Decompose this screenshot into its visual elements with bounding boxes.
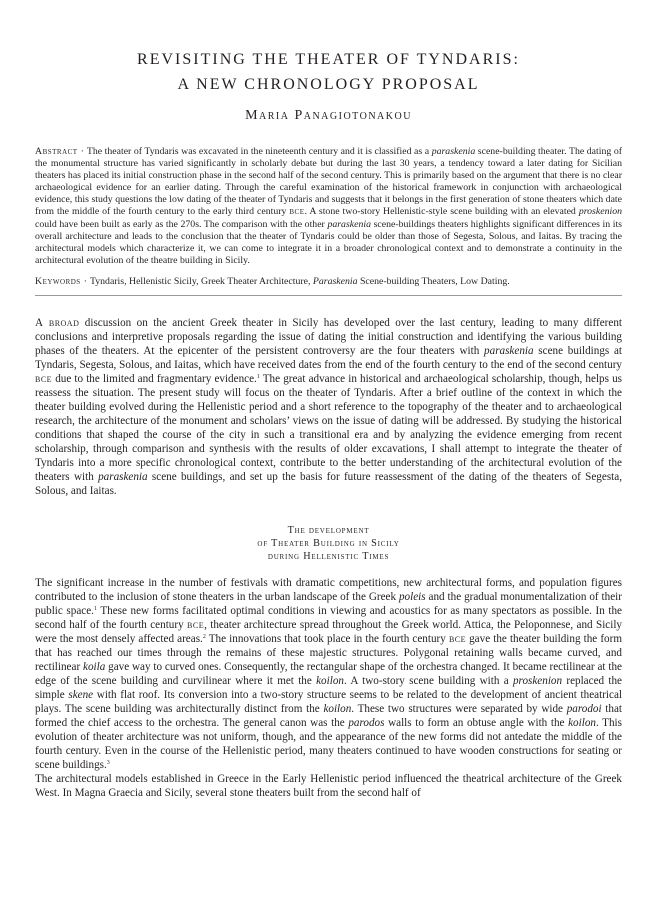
body-term: koilon (316, 674, 344, 687)
body-term: koila (83, 660, 106, 673)
abstract-text: scene-buildings theaters highlights significant differences in its overall architecture and leads to the conclusion that the theater of Tyndaris could be older than those of Segesta, Solous, and Iaitas. By tracing the architectural models which characterize it, we can come to integrate it in a broader chronological context and to demonstrate a continuity in the architectural evolution of the theatre building in Sicily. (35, 218, 623, 266)
body-text: . This evolution of theater architecture was not uniform, though, and the appearance of the new forms did not antedate the middle of the fourth century. Even in the course of the Hellenistic period, many theaters continued to have wooden constructions for seating or scene buildings. (35, 716, 622, 771)
body-term: paraskenia (98, 471, 148, 484)
body-text: replaced the simple (35, 674, 622, 701)
body-term: skene (68, 688, 94, 701)
body-text: gave way to curved ones. Consequently, the rectangular shape of the orchestra changed. It became rectilinear at the edge of the scene building and curvilinear where it met the (35, 660, 622, 687)
body-text: The significant increase in the number of festivals with dramatic competitions, new architectural forms, and population figures contributed to the inclusion of stone theaters in the urban landscape of the Greek (35, 576, 622, 603)
section-heading-line-1: The development (287, 525, 370, 537)
section-heading-line-2: of Theater Building in Sicily (257, 537, 400, 549)
footnote-marker[interactable]: 3 (106, 759, 110, 766)
section-paragraph-1 (35, 576, 622, 772)
keywords-term: Paraskenia (312, 275, 358, 287)
keywords-label: Keywords (35, 275, 81, 287)
keywords (35, 276, 622, 288)
abstract-text: . A stone two-story Hellenistic-style scene building with an elevated (304, 206, 579, 218)
body-text: that formed the chief access to the orchestra. The general canon was the (35, 702, 622, 729)
abstract-text: The theater of Tyndaris was excavated in the nineteenth century and it is classified as a (86, 146, 432, 157)
abstract (35, 146, 622, 267)
body-text: . A two-story scene building with a (343, 674, 513, 687)
body-term: proskenion (512, 674, 563, 687)
divider-rule (35, 295, 622, 296)
intro-paragraph (35, 316, 622, 498)
footnote-marker[interactable]: 1 (256, 374, 260, 381)
body-text: scene buildings, and set up the basis for future reassessment of the dating of the theaters of Segesta, Solous, and Iaitas. (35, 471, 622, 498)
abstract-label: Abstract (35, 146, 78, 157)
body-term: koilon (323, 702, 352, 715)
intro-lead: A broad (35, 317, 80, 330)
body-text: and the gradual monumentalization of their public space. (35, 590, 622, 617)
abstract-term: proskenion (578, 206, 622, 218)
body-term: parodoi (566, 702, 602, 715)
section-paragraph-2: The architectural models established in Greece in the Early Hellenistic period influenced the theatrical architecture of the Greek West. In Magna Graecia and Sicily, several stone theaters built from the second half of (35, 772, 622, 799)
section-heading (35, 525, 622, 564)
body-era: bce (35, 373, 53, 386)
author-name: Maria Panagiotonakou (245, 108, 412, 123)
body-term: koilon (568, 716, 596, 729)
body-era: bce (448, 632, 466, 645)
abstract-text: scene-building theater. The dating of the monumental structure has varied significantly in scholarly debate but during the last 30 years, a tendency toward a later dating for Sicilian theaters has placed its initial construction phase in the second half of the second century. This is primarily based on the argument that there is no clear archaeological evidence for an earlier dating. Through the careful examination of the historical framework in conjunction with archaeological evidence, this study questions the low dating of the theater of Tyndaris and suggests that it belongs in the first generation of stone theaters which date from the middle of the fourth century to the early third century (35, 146, 622, 218)
abstract-term: paraskenia (431, 146, 476, 157)
body-text: gave the theater building the form that has reached our times through the remains of these majestic structures. Polygonal retaining walls became curved, and rectilinear (35, 632, 622, 673)
body-text: due to the limited and fragmentary evidence. (52, 373, 257, 386)
keywords-text: Scene-building Theaters, Low Dating. (357, 275, 510, 287)
body-text: walls to form an obtuse angle with the (384, 716, 569, 729)
body-term: poleis (398, 590, 426, 603)
paper-title (35, 47, 622, 97)
keywords-separator: · (83, 275, 87, 287)
body-text: scene buildings at Tyndaris, Segesta, Solous, and Iaitas, which have received dates from the end of the fourth century to the end of the second century (35, 345, 623, 372)
body-text: . These two structures were separated by wide (351, 702, 567, 715)
abstract-separator: · (80, 146, 84, 157)
body-text: with flat roof. Its conversion into a two-story structure seems to be related to the development of ancient theatrical plays. The scene building was architecturally distinct from the (35, 688, 622, 715)
section-heading-line-3: during Hellenistic Times (267, 550, 390, 562)
footnote-marker[interactable]: 1 (93, 605, 97, 612)
body-text: The innovations that took place in the fourth century (205, 632, 449, 645)
keywords-text: Tyndaris, Hellenistic Sicily, Greek Theater Architecture, (89, 275, 313, 287)
body-term: paraskenia (484, 345, 534, 358)
abstract-term: paraskenia (327, 218, 371, 230)
body-era: bce (187, 618, 205, 631)
title-line-1: REVISITING THE THEATER OF TYNDARIS: (137, 51, 520, 68)
body-text: These new forms facilitated optimal conditions in viewing and acoustics for as many spectators as possible. In the second half of the fourth century (35, 604, 622, 631)
body-term: parodos (348, 716, 385, 729)
body-text: , theater architecture spread throughout the Greek world. Attica, the Peloponnese, and Sicily were the most densely affected areas. (35, 618, 622, 645)
abstract-era: bce (289, 206, 305, 218)
title-line-2: A NEW CHRONOLOGY PROPOSAL (177, 76, 480, 93)
body-text: The great advance in historical and archaeological scholarship, though, helps us reassess the situation. The present study will focus on the theater of Tyndaris. After a brief outline of the context in which the theater building evolved during the Hellenistic period and a short reference to the topography of the theater and to archaeological research, the architecture of the monument and scholars’ views on the issue of dating will be addressed. By studying the historical conditions that shaped the course of the city in such a transitional era and by analyzing the evidence emerging from recent scholarship, through comparison and synthesis with the results of older excavations, I shall attempt to integrate the theater of Tyndaris into a more specific chronological context, contribute to the better understanding of the architectural evolution of the theaters with (35, 373, 622, 484)
abstract-text: could have been built as early as the 270s. The comparison with the other (35, 218, 328, 230)
footnote-marker[interactable]: 2 (202, 633, 206, 640)
body-text: discussion on the ancient Greek theater in Sicily has developed over the last century, leading to many different conclusions and interpretive proposals regarding the issue of dating the initial construction and identifying the various building phases of the theaters. At the epicenter of the persistent controversy are the four theaters with (35, 317, 622, 358)
